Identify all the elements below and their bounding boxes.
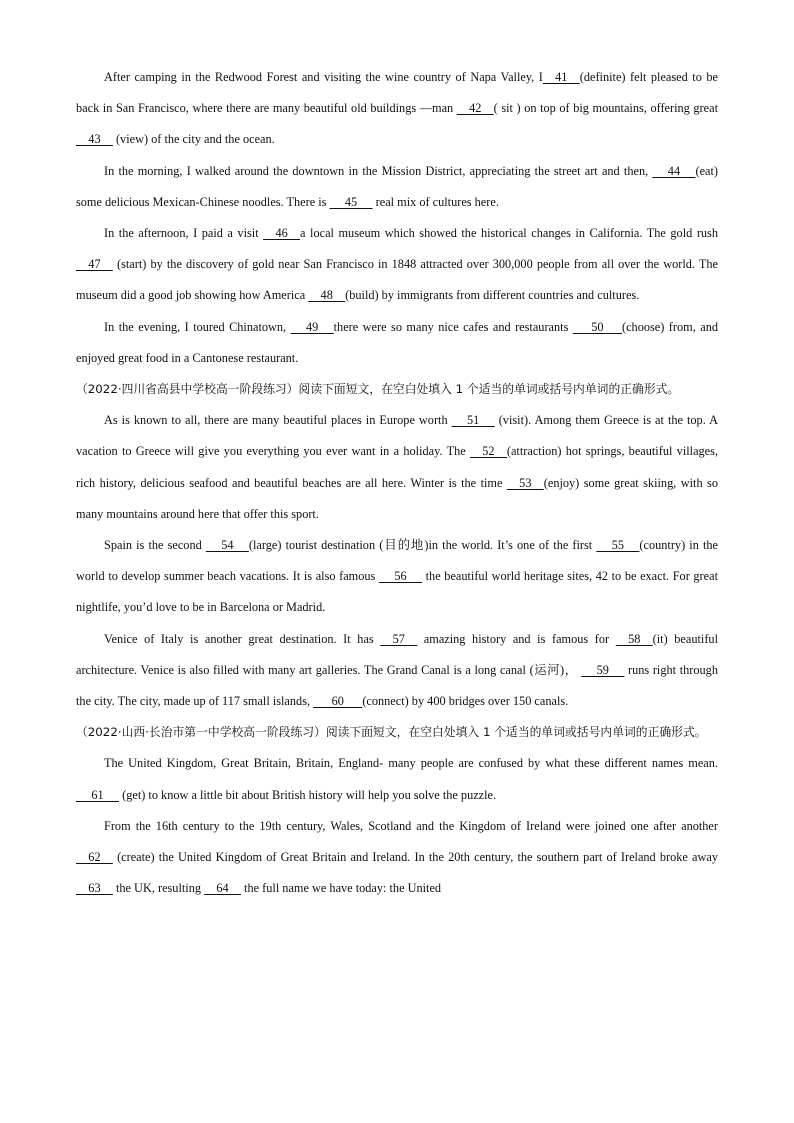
text-run: (country) in the world to develop summer beach vacations. It is also famous — [76, 538, 718, 584]
passage-paragraph — [76, 218, 718, 312]
text-run: (start) by the discovery of gold near San Francisco in 1848 attracted over 300,000 people from all over the world. The museum did a good job showing how America — [76, 257, 718, 303]
answer-blank: 59 — [581, 662, 625, 677]
text-run: real mix of cultures here. — [372, 194, 499, 209]
text-run: (choose) from, and enjoyed great food in a Cantonese restaurant. — [76, 319, 718, 365]
answer-blank: 41 — [542, 70, 580, 84]
section-instruction — [76, 374, 718, 405]
answer-blank: 47 — [76, 257, 113, 272]
answer-blank: 60 — [313, 694, 363, 709]
passage-paragraph — [76, 62, 718, 156]
passage-paragraph — [76, 811, 718, 905]
text-run: (get) to know a little bit about British history will help you solve the puzzle. — [119, 787, 497, 802]
text-run: (large) tourist destination (目的地)in the world. It’s one of the first — [248, 538, 597, 553]
text-run: (view) of the city and the ocean. — [112, 132, 275, 147]
answer-blank: 46 — [263, 226, 301, 241]
answer-blank: 56 — [378, 569, 423, 584]
answer-blank: 57 — [380, 631, 418, 646]
text-run: (it) beautiful architecture. Venice is also filled with many art galleries. The Grand Canal is a long canal (运河)， — [76, 631, 718, 677]
text-run: (build) by immigrants from different countries and cultures. — [345, 288, 640, 303]
answer-blank: 53 — [506, 475, 544, 490]
section-instruction — [76, 717, 718, 748]
text-run: (create) the United Kingdom of Great Britain and Ireland. In the 20th century, the southern part of Ireland broke away — [112, 850, 718, 865]
text-run: （2022·四川省高县中学校高一阶段练习）阅读下面短文，在空白处填入 1 个适当的单词或括号内单词的正确形式。 — [76, 382, 680, 397]
text-run: In the morning, I walked around the downtown in the Mission District, appreciating the street art and then, — [104, 163, 653, 178]
answer-blank: 64 — [204, 881, 241, 896]
answer-blank: 63 — [76, 881, 113, 896]
passage-paragraph — [76, 748, 718, 810]
text-run: Venice of Italy is another great destination. It has — [104, 631, 381, 646]
document-body — [76, 62, 718, 904]
answer-blank: 61 — [76, 787, 120, 802]
passage-paragraph — [76, 405, 718, 530]
answer-blank: 50 — [572, 319, 622, 334]
text-run: As is known to all, there are many beautiful places in Europe worth — [104, 413, 452, 428]
text-run: Spain is the second — [104, 538, 206, 553]
answer-blank: 49 — [290, 319, 334, 334]
passage-paragraph — [76, 530, 718, 624]
text-run: the full name we have today: the United — [240, 881, 442, 896]
answer-blank: 54 — [205, 538, 249, 553]
text-run: The United Kingdom, Great Britain, Britain, England- many people are confused by what these different names mean. — [104, 756, 718, 771]
answer-blank: 58 — [615, 631, 653, 646]
text-run: In the evening, I toured Chinatown, — [104, 319, 291, 334]
passage-paragraph — [76, 156, 718, 218]
text-run: (definite) felt pleased to be back in San Francisco, where there are many beautiful old buildings —man — [76, 70, 718, 116]
text-run: amazing history and is famous for — [417, 631, 616, 646]
answer-blank: 45 — [329, 194, 373, 209]
text-run: there were so many nice cafes and restaurants — [333, 319, 573, 334]
text-run: a local museum which showed the historical changes in California. The gold rush — [300, 226, 718, 241]
text-run: In the afternoon, I paid a visit — [104, 226, 264, 241]
text-run: (visit). Among them Greece is at the top. A vacation to Greece will give you everything you ever want in a holiday. The — [76, 413, 719, 459]
answer-blank: 43 — [76, 132, 113, 147]
text-run: ( sit ) on top of big mountains, offering great — [493, 101, 718, 116]
text-run: runs right through the city. The city, made up of 117 small islands, — [76, 662, 718, 709]
answer-blank: 51 — [451, 413, 495, 428]
text-run: (attraction) hot springs, beautiful villages, rich history, delicious seafood and beautiful beaches are all here. Winter is the time — [76, 444, 718, 490]
answer-blank: 48 — [308, 288, 346, 303]
answer-blank: 42 — [456, 101, 494, 116]
passage-paragraph — [76, 312, 718, 374]
text-run: (enjoy) some great skiing, with so many mountains around here that offer this sport. — [76, 475, 718, 521]
text-run: （2022·山西·长治市第一中学校高一阶段练习）阅读下面短文，在空白处填入 1 个适当的单词或括号内单词的正确形式。 — [76, 725, 707, 740]
answer-blank: 44 — [652, 163, 696, 178]
text-run: (eat) some delicious Mexican-Chinese noodles. There is — [76, 163, 718, 209]
answer-blank: 62 — [76, 850, 113, 865]
answer-blank: 52 — [469, 444, 507, 459]
text-run: After camping in the Redwood Forest and visiting the wine country of Napa Valley, I — [104, 70, 543, 84]
answer-blank: 55 — [596, 538, 640, 553]
passage-paragraph — [76, 624, 718, 718]
text-run: (connect) by 400 bridges over 150 canals. — [362, 694, 569, 709]
text-run: From the 16th century to the 19th century, Wales, Scotland and the Kingdom of Ireland were joined one after another — [104, 818, 718, 833]
text-run: the UK, resulting — [112, 881, 205, 896]
text-run: the beautiful world heritage sites, 42 to be exact. For great nightlife, you’d love to be in Barcelona or Madrid. — [76, 569, 718, 615]
